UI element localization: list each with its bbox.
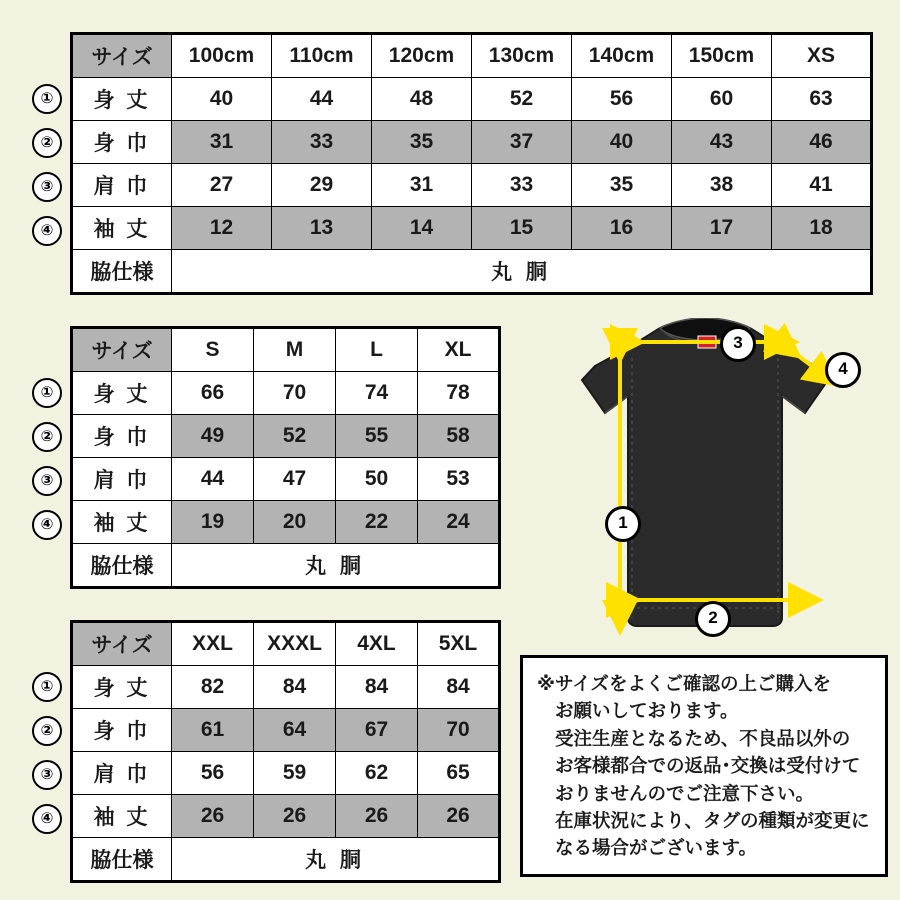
cell-value: 16	[572, 207, 672, 250]
cell-value: 82	[172, 666, 254, 709]
cell-value: 63	[772, 78, 872, 121]
cell-value: 44	[272, 78, 372, 121]
cell-value: 19	[172, 501, 254, 544]
row-label: 袖 丈	[72, 501, 172, 544]
cell-value: 70	[254, 372, 336, 415]
notice-line: ※サイズをよくご確認の上ご購入を	[537, 673, 832, 694]
cell-value: 31	[172, 121, 272, 164]
cell-value: 26	[336, 795, 418, 838]
table-footer-row	[72, 250, 872, 294]
diagram-marker-2: 2	[695, 601, 731, 637]
cell-value: 41	[772, 164, 872, 207]
cell-value: 84	[418, 666, 500, 709]
footer-value: 丸 胴	[172, 838, 500, 882]
cell-value: 66	[172, 372, 254, 415]
cell-value: 22	[336, 501, 418, 544]
cell-value: 59	[254, 752, 336, 795]
row-marker-3: ③	[32, 466, 62, 496]
header-cell-xxxl: XXXL	[254, 622, 336, 666]
header-cell-4xl: 4XL	[336, 622, 418, 666]
cell-value: 26	[418, 795, 500, 838]
adult-size-table	[70, 326, 501, 589]
cell-value: 70	[418, 709, 500, 752]
cell-value: 46	[772, 121, 872, 164]
row-marker-3: ③	[32, 760, 62, 790]
cell-value: 84	[254, 666, 336, 709]
row-marker-4: ④	[32, 804, 62, 834]
diagram-marker-3: 3	[720, 326, 756, 362]
header-cell-5xl: 5XL	[418, 622, 500, 666]
table-row	[72, 709, 500, 752]
cell-value: 84	[336, 666, 418, 709]
table-row	[72, 501, 500, 544]
row-marker-2: ②	[32, 716, 62, 746]
row-label: 身 丈	[72, 372, 172, 415]
footer-label: 脇仕様	[72, 838, 172, 882]
header-cell-100cm: 100cm	[172, 34, 272, 78]
notice-line: おりませんのでご注意下さい。	[555, 782, 815, 804]
cell-value: 37	[472, 121, 572, 164]
adult-size-table-block	[40, 326, 500, 589]
diagram-marker-4: 4	[825, 352, 861, 388]
cell-value: 26	[172, 795, 254, 838]
cell-value: 64	[254, 709, 336, 752]
cell-value: 40	[172, 78, 272, 121]
table-row	[72, 752, 500, 795]
footer-value: 丸 胴	[172, 250, 872, 294]
cell-value: 17	[672, 207, 772, 250]
cell-value: 56	[572, 78, 672, 121]
table-row	[72, 666, 500, 709]
cell-value: 35	[372, 121, 472, 164]
header-cell-m: M	[254, 328, 336, 372]
header-cell-130cm: 130cm	[472, 34, 572, 78]
row-label: 身 巾	[72, 709, 172, 752]
header-cell-xxl: XXL	[172, 622, 254, 666]
cell-value: 49	[172, 415, 254, 458]
row-label: 肩 巾	[72, 164, 172, 207]
cell-value: 44	[172, 458, 254, 501]
row-label: 身 丈	[72, 666, 172, 709]
table-row	[72, 458, 500, 501]
cell-value: 52	[254, 415, 336, 458]
purchase-notice-box	[520, 655, 888, 877]
large-size-table-block	[40, 620, 500, 883]
header-cell-140cm: 140cm	[572, 34, 672, 78]
row-label: 袖 丈	[72, 207, 172, 250]
cell-value: 60	[672, 78, 772, 121]
table-header-row	[72, 34, 872, 78]
cell-value: 40	[572, 121, 672, 164]
header-cell-size: サイズ	[72, 328, 172, 372]
cell-value: 61	[172, 709, 254, 752]
row-label: 身 巾	[72, 415, 172, 458]
header-cell-xs: XS	[772, 34, 872, 78]
row-marker-1: ①	[32, 672, 62, 702]
row-marker-3: ③	[32, 172, 62, 202]
table-row	[72, 372, 500, 415]
header-cell-size: サイズ	[72, 622, 172, 666]
cell-value: 15	[472, 207, 572, 250]
cell-value: 14	[372, 207, 472, 250]
cell-value: 20	[254, 501, 336, 544]
header-cell-size: サイズ	[72, 34, 172, 78]
cell-value: 26	[254, 795, 336, 838]
row-label: 肩 巾	[72, 458, 172, 501]
table-header-row	[72, 328, 500, 372]
cell-value: 53	[418, 458, 500, 501]
row-marker-1: ①	[32, 84, 62, 114]
cell-value: 56	[172, 752, 254, 795]
table-footer-row	[72, 838, 500, 882]
cell-value: 33	[272, 121, 372, 164]
notice-line: お客様都合での返品･交換は受付けて	[555, 755, 861, 777]
row-label: 身 巾	[72, 121, 172, 164]
cell-value: 65	[418, 752, 500, 795]
notice-line: 受注生産となるため、不良品以外の	[555, 727, 851, 749]
row-marker-2: ②	[32, 128, 62, 158]
cell-value: 55	[336, 415, 418, 458]
cell-value: 50	[336, 458, 418, 501]
footer-label: 脇仕様	[72, 250, 172, 294]
kids-size-table-block	[40, 32, 870, 295]
cell-value: 74	[336, 372, 418, 415]
cell-value: 29	[272, 164, 372, 207]
cell-value: 58	[418, 415, 500, 458]
row-marker-4: ④	[32, 510, 62, 540]
cell-value: 47	[254, 458, 336, 501]
diagram-marker-1: 1	[605, 506, 641, 542]
cell-value: 12	[172, 207, 272, 250]
row-label: 肩 巾	[72, 752, 172, 795]
row-label: 袖 丈	[72, 795, 172, 838]
notice-line: なる場合がございます。	[555, 837, 758, 859]
cell-value: 31	[372, 164, 472, 207]
cell-value: 24	[418, 501, 500, 544]
table-row	[72, 795, 500, 838]
cell-value: 38	[672, 164, 772, 207]
notice-line: 在庫状況により、タグの種類が変更に	[555, 809, 870, 831]
header-cell-150cm: 150cm	[672, 34, 772, 78]
kids-size-table	[70, 32, 873, 295]
table-row	[72, 78, 872, 121]
cell-value: 48	[372, 78, 472, 121]
table-footer-row	[72, 544, 500, 588]
row-marker-1: ①	[32, 378, 62, 408]
cell-value: 78	[418, 372, 500, 415]
cell-value: 52	[472, 78, 572, 121]
footer-label: 脇仕様	[72, 544, 172, 588]
header-cell-120cm: 120cm	[372, 34, 472, 78]
header-cell-l: L	[336, 328, 418, 372]
footer-value: 丸 胴	[172, 544, 500, 588]
table-row	[72, 121, 872, 164]
cell-value: 62	[336, 752, 418, 795]
table-row	[72, 207, 872, 250]
cell-value: 43	[672, 121, 772, 164]
cell-value: 13	[272, 207, 372, 250]
large-size-table	[70, 620, 501, 883]
header-cell-s: S	[172, 328, 254, 372]
cell-value: 18	[772, 207, 872, 250]
cell-value: 33	[472, 164, 572, 207]
cell-value: 67	[336, 709, 418, 752]
header-cell-xl: XL	[418, 328, 500, 372]
cell-value: 35	[572, 164, 672, 207]
table-row	[72, 415, 500, 458]
table-header-row	[72, 622, 500, 666]
row-marker-2: ②	[32, 422, 62, 452]
tshirt-measurement-diagram	[520, 318, 890, 648]
header-cell-110cm: 110cm	[272, 34, 372, 78]
row-marker-4: ④	[32, 216, 62, 246]
table-row	[72, 164, 872, 207]
row-label: 身 丈	[72, 78, 172, 121]
notice-line: お願いしております。	[555, 700, 739, 722]
cell-value: 27	[172, 164, 272, 207]
